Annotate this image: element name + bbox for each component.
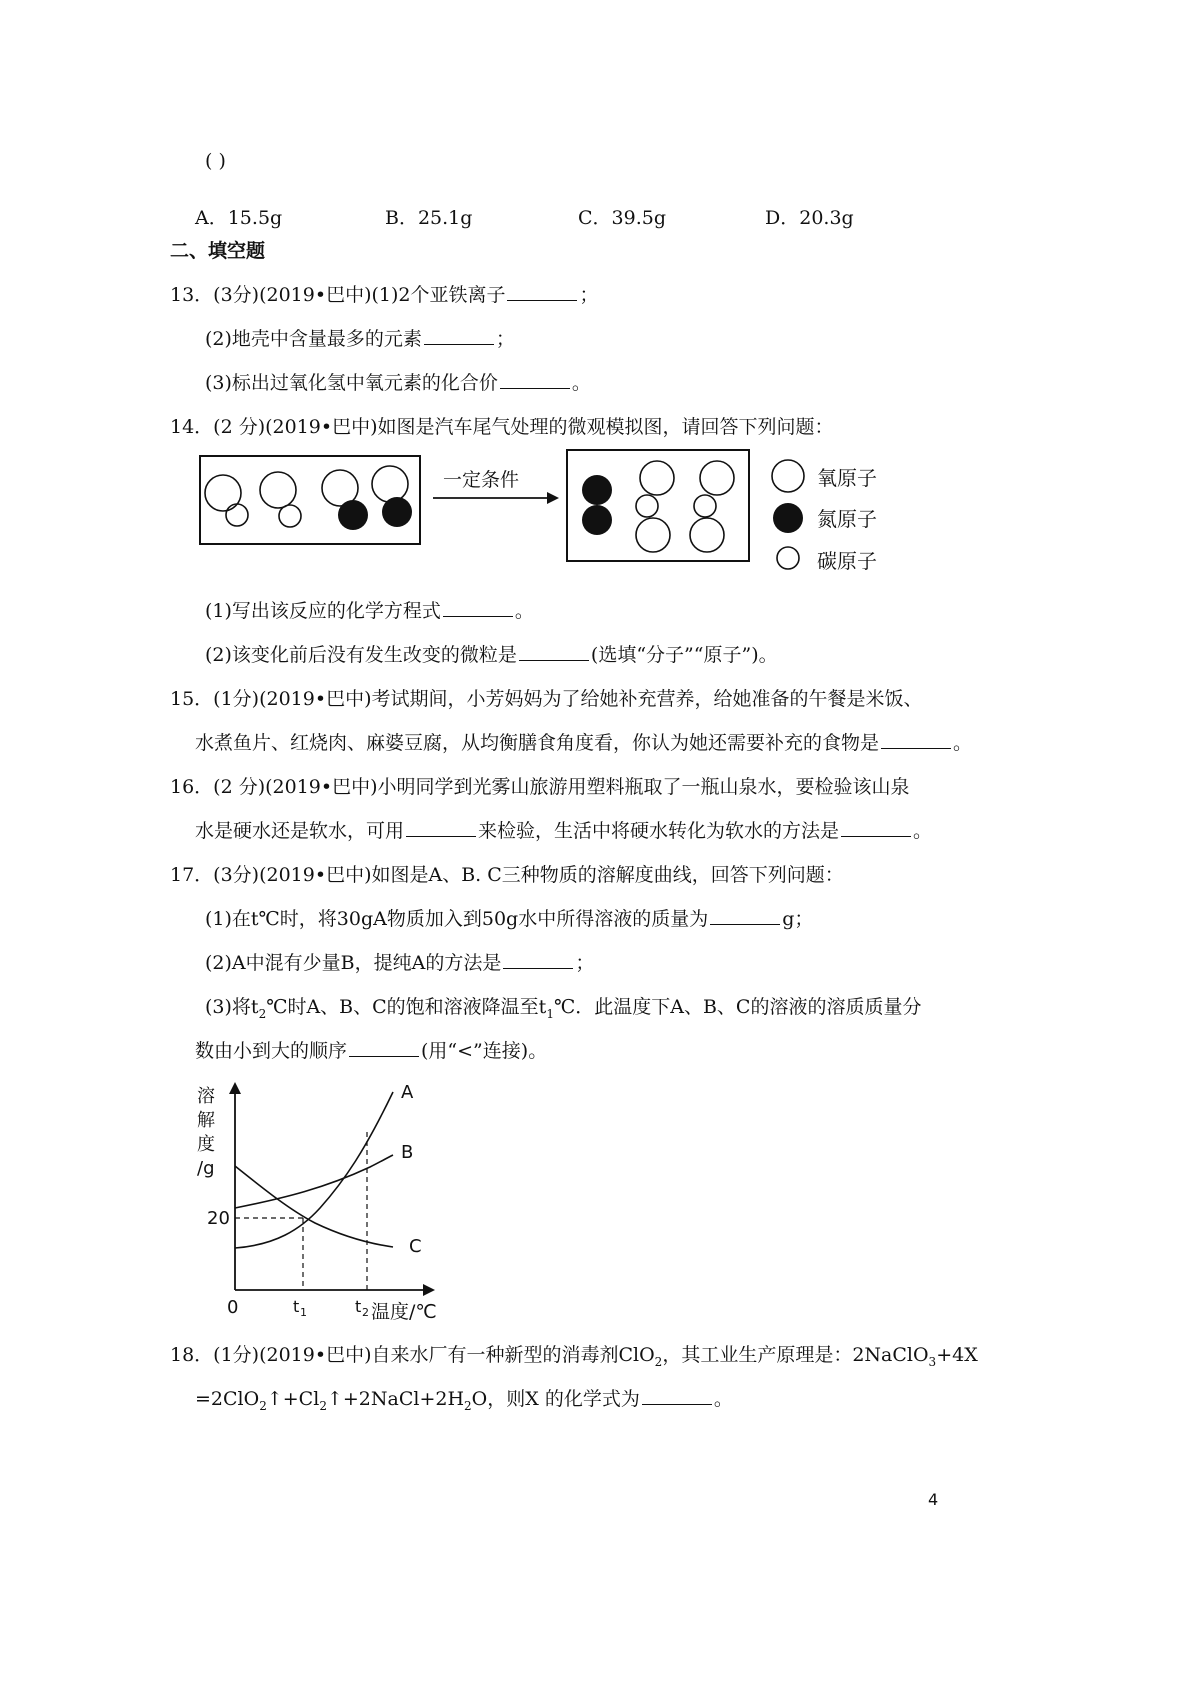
x-tick-t2: t <box>355 1297 362 1316</box>
option-d: D．20.3g <box>765 207 854 229</box>
q13-part2: (2)地壳中含量最多的元素 ； <box>205 328 515 350</box>
q18-blank[interactable] <box>642 1386 712 1405</box>
q15-blank[interactable] <box>881 730 951 749</box>
q13-stem: 13．(3分)(2019•巴中)(1)2个亚铁离子 ； <box>170 284 599 306</box>
carbon-atom-icon <box>777 547 799 569</box>
q17-stem: 17．(3分)(2019•巴中)如图是A、B. C三种物质的溶解度曲线，回答下列问题： <box>170 864 844 886</box>
legend-nitrogen: 氮原子 <box>817 507 877 531</box>
curve-a <box>235 1092 393 1248</box>
q16-line2: 水是硬水还是软水，可用 来检验，生活中将硬水转化为软水的方法是 。 <box>195 820 933 842</box>
origin-label: 0 <box>227 1297 239 1318</box>
arrow-label: 一定条件 <box>443 469 520 491</box>
svg-text:1: 1 <box>300 1306 307 1319</box>
reaction-diagram <box>195 448 915 583</box>
q16-line1: 16．(2 分)(2019•巴中)小明同学到光雾山旅游用塑料瓶取了一瓶山泉水，要检验该山泉 <box>170 776 910 798</box>
q17-blank-1[interactable] <box>710 906 780 925</box>
legend-oxygen: 氧原子 <box>817 466 877 490</box>
q13-part3: (3)标出过氧化氢中氧元素的化合价 。 <box>205 372 591 394</box>
x-tick-t1: t <box>293 1297 300 1316</box>
q14-blank-2[interactable] <box>519 642 589 661</box>
q14-part1: (1)写出该反应的化学方程式 。 <box>205 600 534 622</box>
curve-c <box>235 1166 393 1247</box>
section-title: 二、填空题 <box>170 240 266 262</box>
q17-blank-3[interactable] <box>349 1038 419 1057</box>
y-tick-20: 20 <box>207 1208 230 1229</box>
q14-blank-1[interactable] <box>443 598 513 617</box>
q13-blank-2[interactable] <box>424 326 494 345</box>
series-label-a: A <box>401 1082 414 1103</box>
page-number: 4 <box>928 1490 939 1509</box>
x-axis-label: 温度/℃ <box>371 1301 437 1320</box>
option-b: B．25.1g <box>385 207 473 229</box>
q13-blank-3[interactable] <box>500 370 570 389</box>
option-c: C．39.5g <box>578 207 667 229</box>
y-axis-label-4: /g <box>197 1158 215 1179</box>
y-axis-label-2: 解 <box>197 1110 215 1131</box>
q17-blank-2[interactable] <box>503 950 573 969</box>
q13-blank-1[interactable] <box>507 282 577 301</box>
q17-part2: (2)A中混有少量B，提纯A的方法是 ； <box>205 952 595 974</box>
series-label-c: C <box>409 1236 422 1257</box>
svg-text:2: 2 <box>362 1306 369 1319</box>
q17-part1: (1)在t℃时，将30gA物质加入到50g水中所得溶液的质量为 g； <box>205 908 814 930</box>
q14-stem: 14．(2 分)(2019•巴中)如图是汽车尾气处理的微观模拟图，请回答下列问题： <box>170 416 834 438</box>
q15-line2: 水煮鱼片、红烧肉、麻婆豆腐，从均衡膳食角度看，你认为她还需要补充的食物是 。 <box>195 732 973 754</box>
curve-b <box>235 1155 393 1208</box>
y-axis-label-3: 度 <box>197 1134 215 1155</box>
oxygen-atom-icon <box>772 460 804 492</box>
solubility-chart <box>195 1080 455 1320</box>
answer-paren: ( ) <box>205 150 226 172</box>
q18-line2: $=2ClO_2↑+Cl_2↑+2NaCl+2H_2O$，则X 的化学式为 。 <box>195 1388 733 1413</box>
y-axis-label-1: 溶 <box>197 1086 215 1107</box>
option-a: A．15.5g <box>195 207 283 229</box>
q16-blank-2[interactable] <box>841 818 911 837</box>
q17-part3: (3)将$t_2℃$时A、B、C的饱和溶液降温至$t_1℃$．此温度下A、B、C的溶液的溶质质量分 <box>205 996 922 1021</box>
series-label-b: B <box>401 1142 414 1163</box>
q14-part2: (2)该变化前后没有发生改变的微粒是 (选填“分子”“原子”)。 <box>205 644 778 666</box>
q17-part3-line2: 数由小到大的顺序 (用“<”连接)。 <box>195 1040 548 1062</box>
q16-blank-1[interactable] <box>406 818 476 837</box>
q18-line1: 18．(1分)(2019•巴中)自来水厂有一种新型的消毒剂ClO$_2$，其工业生产原理是：2NaClO$_3$+4X <box>170 1344 978 1369</box>
nitrogen-atom-icon <box>773 503 803 533</box>
legend-carbon: 碳原子 <box>817 549 877 573</box>
q15-line1: 15．(1分)(2019•巴中)考试期间，小芳妈妈为了给她补充营养，给她准备的午餐是米饭、 <box>170 688 923 710</box>
